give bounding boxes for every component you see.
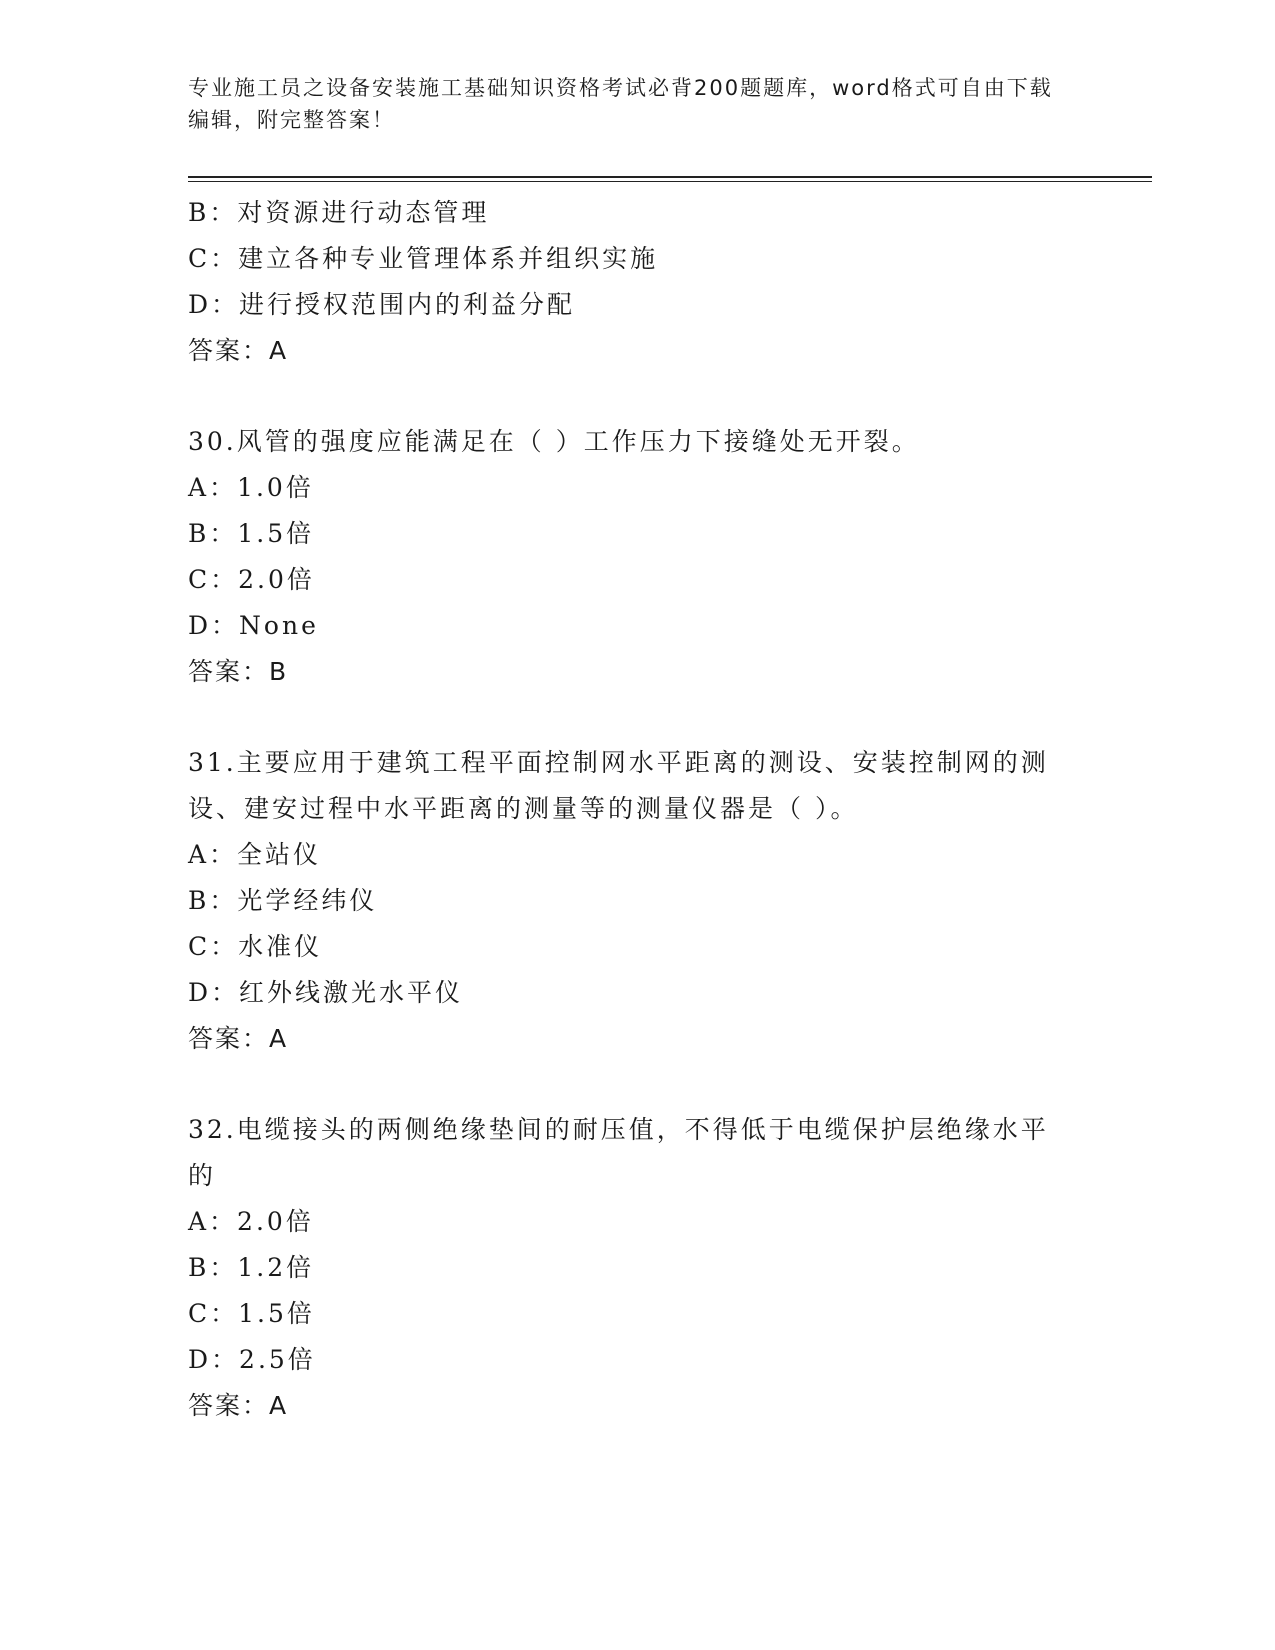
option-b: B：1.5倍 [188, 519, 315, 548]
option-d: D：红外线激光水平仪 [188, 978, 464, 1007]
option-a: A：2.0倍 [188, 1207, 314, 1236]
option-a: A：全站仪 [188, 840, 322, 869]
option-c: C：1.5倍 [188, 1299, 315, 1328]
spacer [188, 374, 1088, 419]
header-divider [188, 176, 1152, 178]
spacer [188, 1062, 1088, 1107]
option-a: A：1.0倍 [188, 473, 314, 502]
answer: 答案：A [188, 1391, 289, 1420]
document-header: 专业施工员之设备安装施工基础知识资格考试必背200题题库，word格式可自由下载编辑，附完整答案！ [188, 76, 1053, 132]
answer: 答案：B [188, 657, 289, 686]
option-c: C：建立各种专业管理体系并组织实施 [188, 244, 659, 273]
question-block-31 [188, 740, 1088, 1062]
answer: 答案：A [188, 1024, 289, 1053]
question-list [188, 190, 1088, 1429]
question-block-30 [188, 419, 1088, 695]
question-text: 30.风管的强度应能满足在（ ）工作压力下接缝处无开裂。 [188, 427, 920, 456]
option-d: D：2.5倍 [188, 1345, 316, 1374]
option-c: C：2.0倍 [188, 565, 315, 594]
question-block-32 [188, 1107, 1088, 1429]
question-text: 32.电缆接头的两侧绝缘垫间的耐压值，不得低于电缆保护层绝缘水平的 [188, 1115, 1049, 1190]
option-d: D：None [188, 611, 319, 640]
question-text: 31.主要应用于建筑工程平面控制网水平距离的测设、安装控制网的测设、建安过程中水平距离的测量等的测量仪器是（ ）。 [188, 748, 1049, 823]
header-divider-thin [188, 181, 1152, 182]
option-d: D：进行授权范围内的利益分配 [188, 290, 576, 319]
question-block-29 [188, 190, 1088, 374]
option-c: C：水准仪 [188, 932, 323, 961]
option-b: B：光学经纬仪 [188, 886, 378, 915]
answer: 答案：A [188, 336, 289, 365]
spacer [188, 695, 1088, 740]
option-b: B：1.2倍 [188, 1253, 315, 1282]
option-b: B：对资源进行动态管理 [188, 198, 490, 227]
